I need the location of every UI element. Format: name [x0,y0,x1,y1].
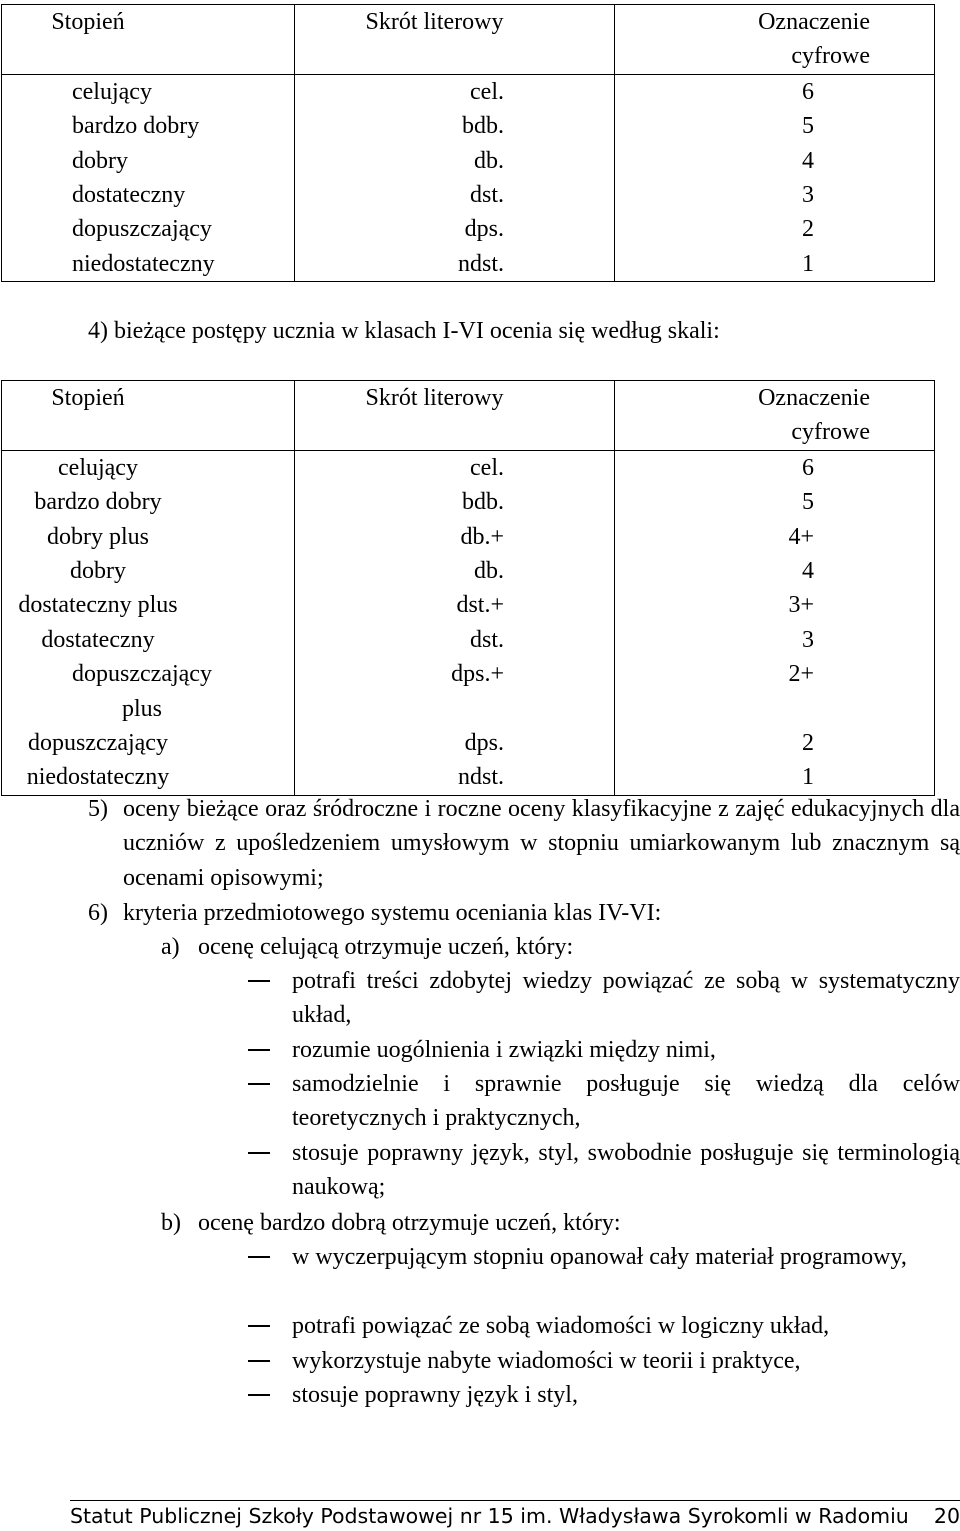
grade-number: 4 [802,147,814,174]
table-row [2,485,935,519]
grade-number: 4+ [788,523,814,550]
bullet-text: wykorzystuje nabyte wiadomości w teorii i praktyce, [292,1348,801,1374]
table-row [2,212,935,246]
grade-number: 6 [802,78,814,105]
grade-abbr: db.+ [295,520,615,554]
grade-number: 3+ [788,592,814,619]
header-abbreviation: Skrót literowy [295,5,615,75]
sub-a-letter: a) [161,934,180,960]
grade-name: dostateczny [2,178,295,212]
table-row [2,109,935,143]
bullet-text: potrafi treści zdobytej wiedzy powiązać ze sobą w systematyczny układ, [292,968,960,1029]
header-numeric [615,5,935,75]
grade-name: celujący [2,450,295,485]
dash-bullet-icon [248,1049,270,1051]
grade-number: 5 [802,489,814,516]
grade-abbr: dps. [295,212,615,246]
table-row [2,178,935,212]
grade-number: 5 [802,113,814,140]
table-row [2,623,935,657]
grade-name-line1: dopuszczający [72,661,212,688]
grade-number: 2 [802,216,814,243]
table-row [2,760,935,795]
item-5-number: 5) [88,796,108,822]
grade-number: 1 [802,250,814,277]
grade-name: bardzo dobry [2,485,295,519]
grade-name: dopuszczający [2,212,295,246]
table-row [2,450,935,485]
table-row [2,554,935,588]
grade-name: niedostateczny [2,760,295,795]
dash-bullet-icon [248,1152,270,1154]
grade-name: dostateczny [2,623,295,657]
header-numeric [615,381,935,451]
dash-bullet-icon [248,1394,270,1396]
sub-b-text: ocenę bardzo dobrą otrzymuje uczeń, który: [198,1210,621,1236]
footer-text: Statut Publicznej Szkoły Podstawowej nr 15 im. Władysława Syrokomli w Radomiu [70,1504,909,1528]
header-numeric-line2: cyfrowe [791,419,870,446]
grade-number: 6 [802,454,814,481]
item-4-text: 4) bieżące postępy ucznia w klasach I-VI ocenia się według skali: [88,318,720,344]
header-numeric-line1: Oznaczenie [758,385,870,411]
header-abbreviation: Skrót literowy [295,381,615,451]
header-grade: Stopień [2,381,295,451]
table-header-row [2,5,935,75]
dash-bullet-icon [248,980,270,982]
bullet-text: potrafi powiązać ze sobą wiadomości w logiczny układ, [292,1313,830,1339]
item-5 [88,792,960,896]
grade-scale-table-1 [1,4,935,282]
grade-abbr: dst. [295,623,615,657]
grade-name: dobry plus [2,520,295,554]
bullet-text: samodzielnie i sprawnie posługuje się wiedzą dla celów teoretycznych i praktycznych, [292,1071,960,1132]
grade-name [2,657,295,726]
sub-b-letter: b) [161,1210,181,1236]
table-row [2,588,935,622]
grade-number: 3 [802,182,814,209]
table-row [2,726,935,760]
grade-abbr: dst. [295,178,615,212]
dash-bullet-icon [248,1083,270,1085]
grade-number: 2 [802,730,814,757]
header-grade: Stopień [2,5,295,75]
grade-abbr: ndst. [295,760,615,795]
header-numeric-line1: Oznaczenie [758,9,870,35]
table-row [2,144,935,178]
grade-name: niedostateczny [2,247,295,282]
table-row [2,520,935,554]
grade-abbr: db. [295,554,615,588]
page-number: 20 [933,1504,960,1528]
table-row [2,247,935,282]
item-5-text: oceny bieżące oraz śródroczne i roczne oceny klasyfikacyjne z zajęć edukacyjnych dla uczniów z upośledzeniem umysłowym w stopniu umiarkowanym lub znacznym są ocenami opisowymi; [123,796,960,891]
grade-abbr: cel. [295,74,615,109]
grade-name: bardzo dobry [2,109,295,143]
table-header-row [2,381,935,451]
grade-abbr: ndst. [295,247,615,282]
grade-number: 1 [802,764,814,791]
grade-scale-table-2 [1,380,935,796]
bullet-text: stosuje poprawny język i styl, [292,1382,578,1408]
grade-abbr: bdb. [295,109,615,143]
header-numeric-line2: cyfrowe [791,43,870,70]
page-footer [70,1500,960,1528]
grade-abbr: db. [295,144,615,178]
item-6-number: 6) [88,900,108,926]
dash-bullet-icon [248,1360,270,1362]
grade-name: dobry [2,554,295,588]
bullet-text: w wyczerpującym stopniu opanował cały materiał programowy, [292,1244,907,1270]
grade-abbr: cel. [295,450,615,485]
grade-number: 4 [802,558,814,585]
grade-name-line2: plus [121,695,162,722]
grade-name: celujący [2,74,295,109]
grade-number: 3 [802,626,814,653]
sub-a-text: ocenę celującą otrzymuje uczeń, który: [198,934,574,960]
dash-bullet-icon [248,1325,270,1327]
grade-abbr: dst.+ [295,588,615,622]
dash-bullet-icon [248,1256,270,1258]
grade-abbr: bdb. [295,485,615,519]
grade-abbr: dps. [295,726,615,760]
bullet-text: stosuje poprawny język, styl, swobodnie posługuje się terminologią naukową; [292,1140,960,1201]
table-row [2,74,935,109]
grade-name: dobry [2,144,295,178]
table-row [2,657,935,726]
bullet-text: rozumie uogólnienia i związki między nimi, [292,1037,716,1063]
item-6-text: kryteria przedmiotowego systemu oceniania klas IV-VI: [123,900,662,926]
grade-abbr: dps.+ [295,657,615,726]
grade-name: dopuszczający [2,726,295,760]
grade-name: dostateczny plus [2,588,295,622]
grade-number: 2+ [788,661,814,688]
